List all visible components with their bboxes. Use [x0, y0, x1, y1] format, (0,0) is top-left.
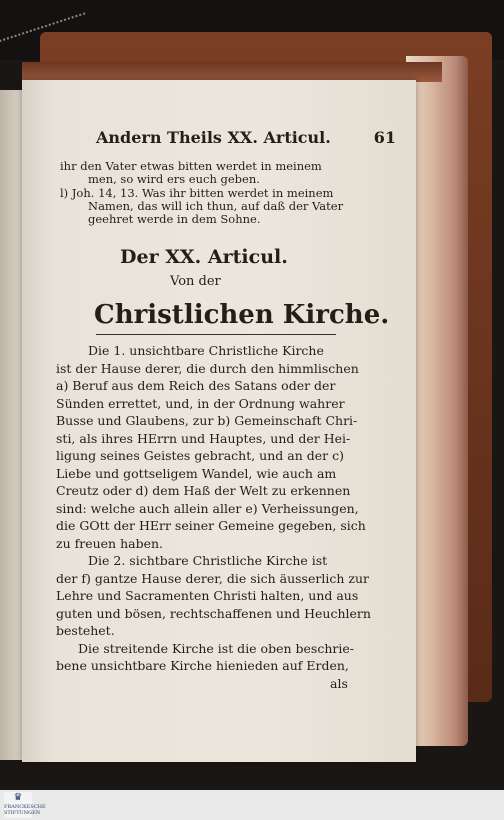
running-header-title: Andern Theils XX. Articul.: [96, 128, 331, 147]
body-line: Liebe und gottseligem Wandel, wie auch am: [56, 466, 337, 481]
body-line: die GOtt der HErr seiner Gemeine gegeben, sich: [56, 518, 366, 533]
body-line: Die 2. sichtbare Christliche Kirche ist: [88, 553, 328, 568]
page-top-edge: [22, 62, 442, 82]
body-line: bestehet.: [56, 623, 115, 638]
body-line: ist der Hause derer, die durch den himmlischen: [56, 361, 359, 376]
viewer-footer-bar: [0, 790, 504, 820]
body-line: zu freuen haben.: [56, 536, 164, 551]
eagle-icon: ♛: [13, 792, 23, 803]
body-line: a) Beruf aus dem Reich des Satans oder der: [56, 378, 336, 393]
footnote-line: l) Joh. 14, 13. Was ihr bitten werdet in meinem: [60, 186, 334, 200]
body-line: Die 1. unsichtbare Christliche Kirche: [88, 343, 324, 358]
body-line: Die streitende Kirche ist die oben beschrie-: [78, 641, 354, 656]
body-line: ligung seines Geistes gebracht, und an der c): [56, 448, 344, 463]
footnote-line: ihr den Vater etwas bitten werdet in meinem: [60, 159, 322, 173]
body-line: sind: welche auch allein aller e) Verheissungen,: [56, 501, 359, 516]
footnote-line: Namen, das will ich thun, auf daß der Vater: [88, 199, 344, 213]
running-header: [96, 128, 396, 147]
body-line: Sünden errettet, und, in der Ordnung wahrer: [56, 396, 345, 411]
section-title: Christlichen Kirche.: [94, 300, 390, 330]
section-subheading: Von der: [170, 274, 221, 289]
body-line: bene unsichtbare Kirche hienieden auf Erden,: [56, 658, 349, 673]
body-line: Lehre und Sacramenten Christi halten, und aus: [56, 588, 359, 603]
body-line: sti, als ihres HErrn und Hauptes, und der Hei-: [56, 431, 351, 446]
title-rule: [96, 334, 336, 335]
body-line: der f) gantze Hause derer, die sich äusserlich zur: [56, 571, 369, 586]
page-number: 61: [373, 128, 396, 147]
footnote-line: men, so wird ers euch geben.: [88, 172, 260, 186]
section-heading: Der XX. Articul.: [120, 246, 288, 268]
library-logo: [4, 792, 46, 818]
catchword: als: [330, 676, 348, 691]
body-line: Busse und Glaubens, zur b) Gemeinschaft Chri-: [56, 413, 358, 428]
body-line: Creutz oder d) dem Haß der Welt zu erkennen: [56, 483, 351, 498]
library-logo-text: FRANCKESCHE STIFTUNGEN: [4, 804, 46, 816]
footnote-line: geehret werde in dem Sohne.: [88, 212, 261, 226]
body-line: guten und bösen, rechtschaffenen und Heuchlern: [56, 606, 371, 621]
